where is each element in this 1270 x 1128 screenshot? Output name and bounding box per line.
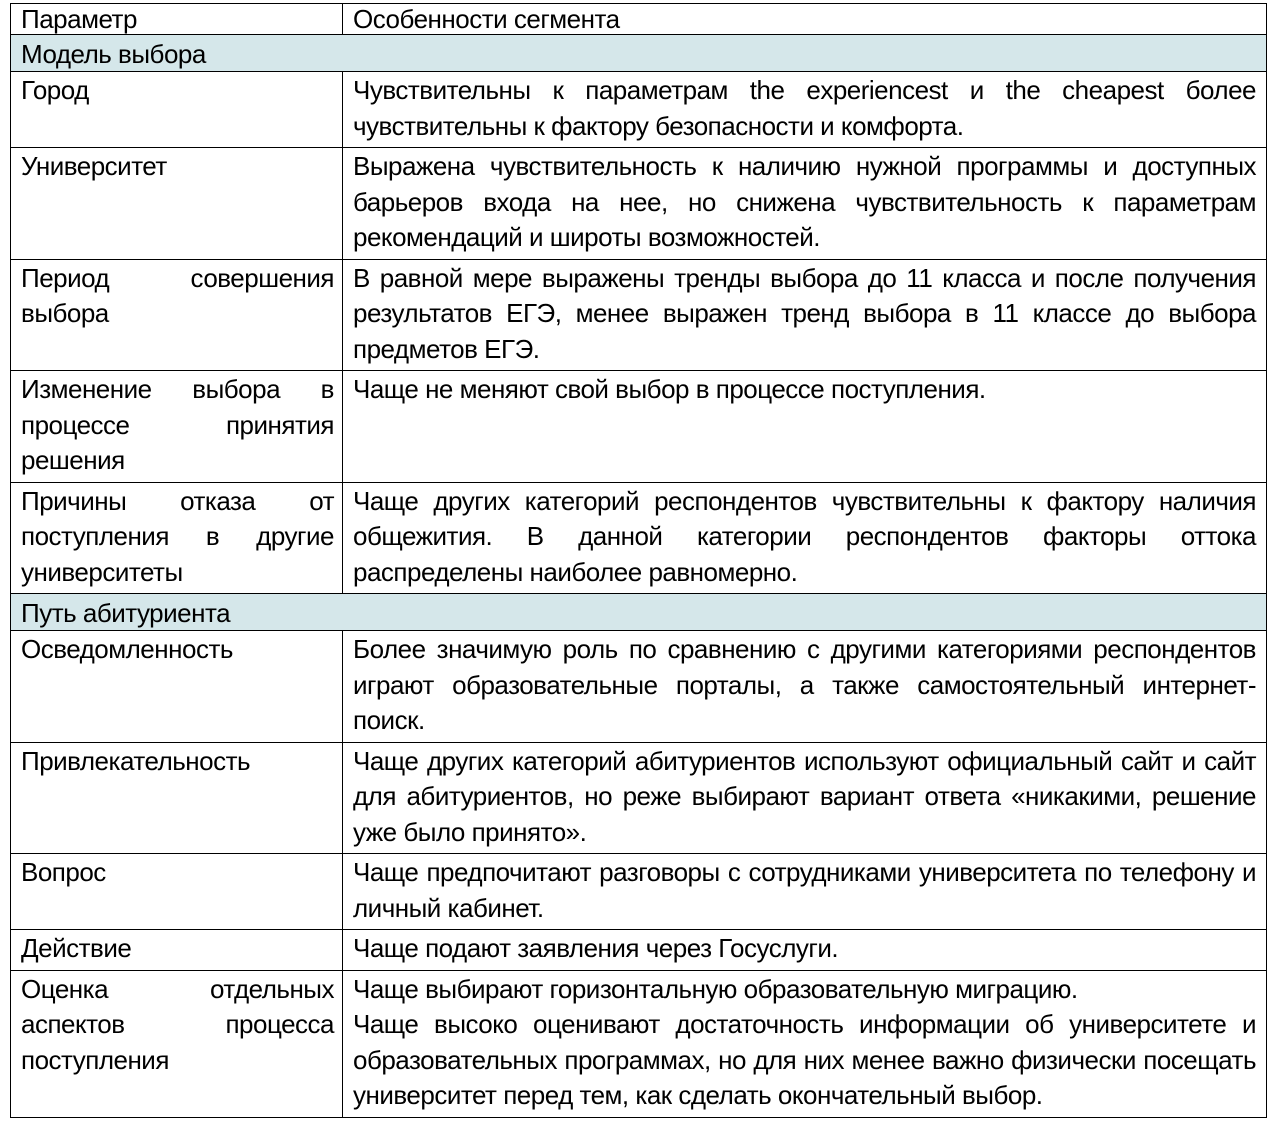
desc-paragraph: Более значимую роль по сравнению с другими категориями респондентов играют образовательные порталы, а также самостоятельный интернет-поиск. (353, 634, 1256, 735)
table-row (11, 259, 1267, 371)
desc-paragraph: Чаще предпочитают разговоры с сотрудниками университета по телефону и личный кабинет. (353, 857, 1256, 923)
desc-cell (343, 742, 1267, 854)
desc-cell (343, 930, 1267, 971)
desc-paragraph: Чаще высоко оценивают достаточность информации об университете и образовательных программах, но для них менее важно физически посещать университет перед тем, как сделать окончательный выбор. (353, 1009, 1256, 1110)
table-row (11, 742, 1267, 854)
desc-paragraph: Чаще других категорий абитуриентов используют официальный сайт и сайт для абитуриентов, но реже выбирают вариант ответа «никакими, решение уже было принято». (353, 745, 1256, 847)
desc-cell (343, 854, 1267, 930)
desc-paragraph: Чаще других категорий респондентов чувствительны к фактору наличия общежития. В данной категории респондентов факторы оттока распределены наиболее равномерно. (353, 485, 1256, 587)
desc-cell (343, 631, 1267, 743)
desc-cell (343, 970, 1267, 1117)
desc-cell (343, 371, 1267, 483)
table-row (11, 482, 1267, 594)
table-row (11, 72, 1267, 148)
param-cell: Период совершения выбора (11, 259, 343, 371)
desc-paragraph: Чаще выбирают горизонтальную образовательную миграцию. (353, 973, 1078, 1004)
desc-paragraph: Чаще подают заявления через Госуслуги. (353, 933, 839, 963)
desc-paragraph: Выражена чувствительность к наличию нужной программы и доступных барьеров входа на нее, но снижена чувствительность к параметрам рекомендаций и широты возможностей. (353, 151, 1256, 252)
param-cell: Университет (11, 148, 343, 260)
table-row (11, 631, 1267, 743)
table-header-row (11, 4, 1267, 35)
param-cell: Причины отказа от поступления в другие университеты (11, 482, 343, 594)
document-page (10, 3, 1266, 1118)
table-row (11, 970, 1267, 1117)
table-row (11, 854, 1267, 930)
header-segment-features: Особенности сегмента (343, 4, 1267, 35)
param-cell: Оценка отдельных аспектов процесса поступления (11, 970, 343, 1117)
desc-paragraph: Чувствительны к параметрам the experiencest и the cheapest более чувствительны к фактору безопасности и комфорта. (353, 75, 1256, 141)
section-title: Путь абитуриента (11, 594, 1267, 631)
table-row (11, 371, 1267, 483)
desc-cell (343, 72, 1267, 148)
param-cell: Действие (11, 930, 343, 971)
desc-cell (343, 259, 1267, 371)
segment-features-table (10, 3, 1267, 1118)
desc-paragraph: Чаще не меняют свой выбор в процессе поступления. (353, 374, 986, 404)
param-cell: Вопрос (11, 854, 343, 930)
desc-paragraph: В равной мере выражены тренды выбора до 11 класса и после получения результатов ЕГЭ, менее выражен тренд выбора в 11 классе до выбора предметов ЕГЭ. (353, 262, 1256, 364)
param-cell: Осведомленность (11, 631, 343, 743)
section-title: Модель выбора (11, 35, 1267, 72)
header-parameter: Параметр (11, 4, 343, 35)
param-cell: Изменение выбора в процессе принятия решения (11, 371, 343, 483)
desc-cell (343, 148, 1267, 260)
table-row (11, 930, 1267, 971)
section-row-applicant-path (11, 594, 1267, 631)
param-cell: Город (11, 72, 343, 148)
param-cell: Привлекательность (11, 742, 343, 854)
table-row (11, 148, 1267, 260)
desc-cell (343, 482, 1267, 594)
section-row-choice-model (11, 35, 1267, 72)
